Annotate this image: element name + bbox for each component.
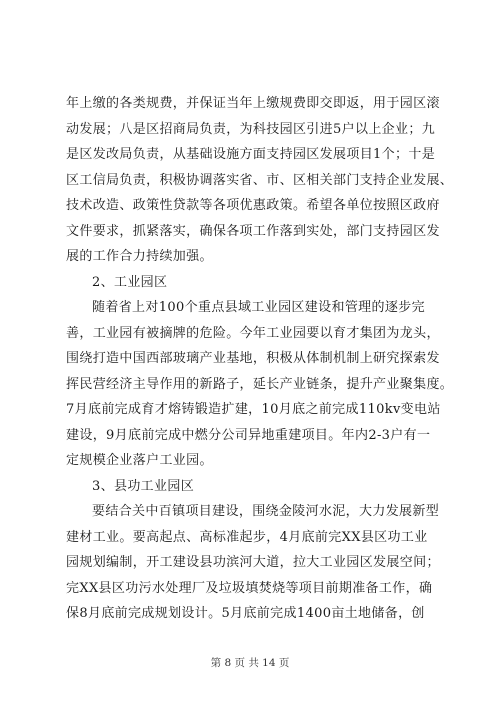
- text-line: 文件要求，抓紧落实，确保各项工作落到实处，部门支持园区发: [66, 223, 440, 239]
- section-heading: 2、工业园区: [92, 274, 168, 290]
- text-line: 建材工业。要高起点、高标准起步，4月底前完XX县区功工业: [66, 529, 428, 545]
- text-line: 随着省上对100个重点县域工业园区建设和管理的逐步完: [92, 300, 425, 315]
- text-line: 园规划编制，开工建设县功滨河大道，拉大工业园区发展空间；: [66, 555, 440, 570]
- text-line: 区工信局负责，积极协调落实省、市、区相关部门支持企业发展、: [66, 172, 454, 188]
- text-line: 年上缴的各类规费，并保证当年上缴规费即交即返，用于园区滚: [66, 96, 440, 111]
- text-line: 技术改造、政策性贷款等各项优惠政策。希望各单位按照区政府: [66, 198, 440, 213]
- text-line: 定规模企业落户工业园。: [66, 453, 213, 468]
- page-footer: 第 8 页 共 14 页: [210, 657, 290, 669]
- text-line: 建设，9月底前完成中燃分公司异地重建项目。年内2-3户有一: [66, 427, 431, 443]
- section-heading: 3、县功工业园区: [92, 478, 195, 494]
- text-line: 是区发改局负责，从基础设施方面支持园区发展项目1个；十是: [66, 147, 436, 162]
- text-line: 完XX县区功污水处理厂及垃圾填焚烧等项目前期准备工作，确: [66, 580, 433, 596]
- text-line: 7月底前完成育才熔铸锻造扩建，10月底之前完成110kv变电站: [66, 402, 441, 417]
- text-line: 挥民营经济主导作用的新路子，延长产业链条，提升产业聚集度。: [66, 376, 454, 392]
- text-line: 要结合关中百镇项目建设，围绕金陵河水泥，大力发展新型: [92, 504, 440, 519]
- text-line: 动发展；八是区招商局负责，为科技园区引进5户以上企业；九: [66, 121, 436, 137]
- text-line: 围绕打造中国西部玻璃产业基地，积极从体制机制上研究探索发: [66, 351, 440, 366]
- text-line: 善，工业园有被摘牌的危险。今年工业园要以育才集团为龙头，: [66, 325, 440, 341]
- document-body: [66, 91, 454, 627]
- text-line: 保8月底前完成规划设计。5月底前完成1400亩土地储备，创: [66, 606, 425, 621]
- text-line: 展的工作合力持续加强。: [66, 249, 213, 264]
